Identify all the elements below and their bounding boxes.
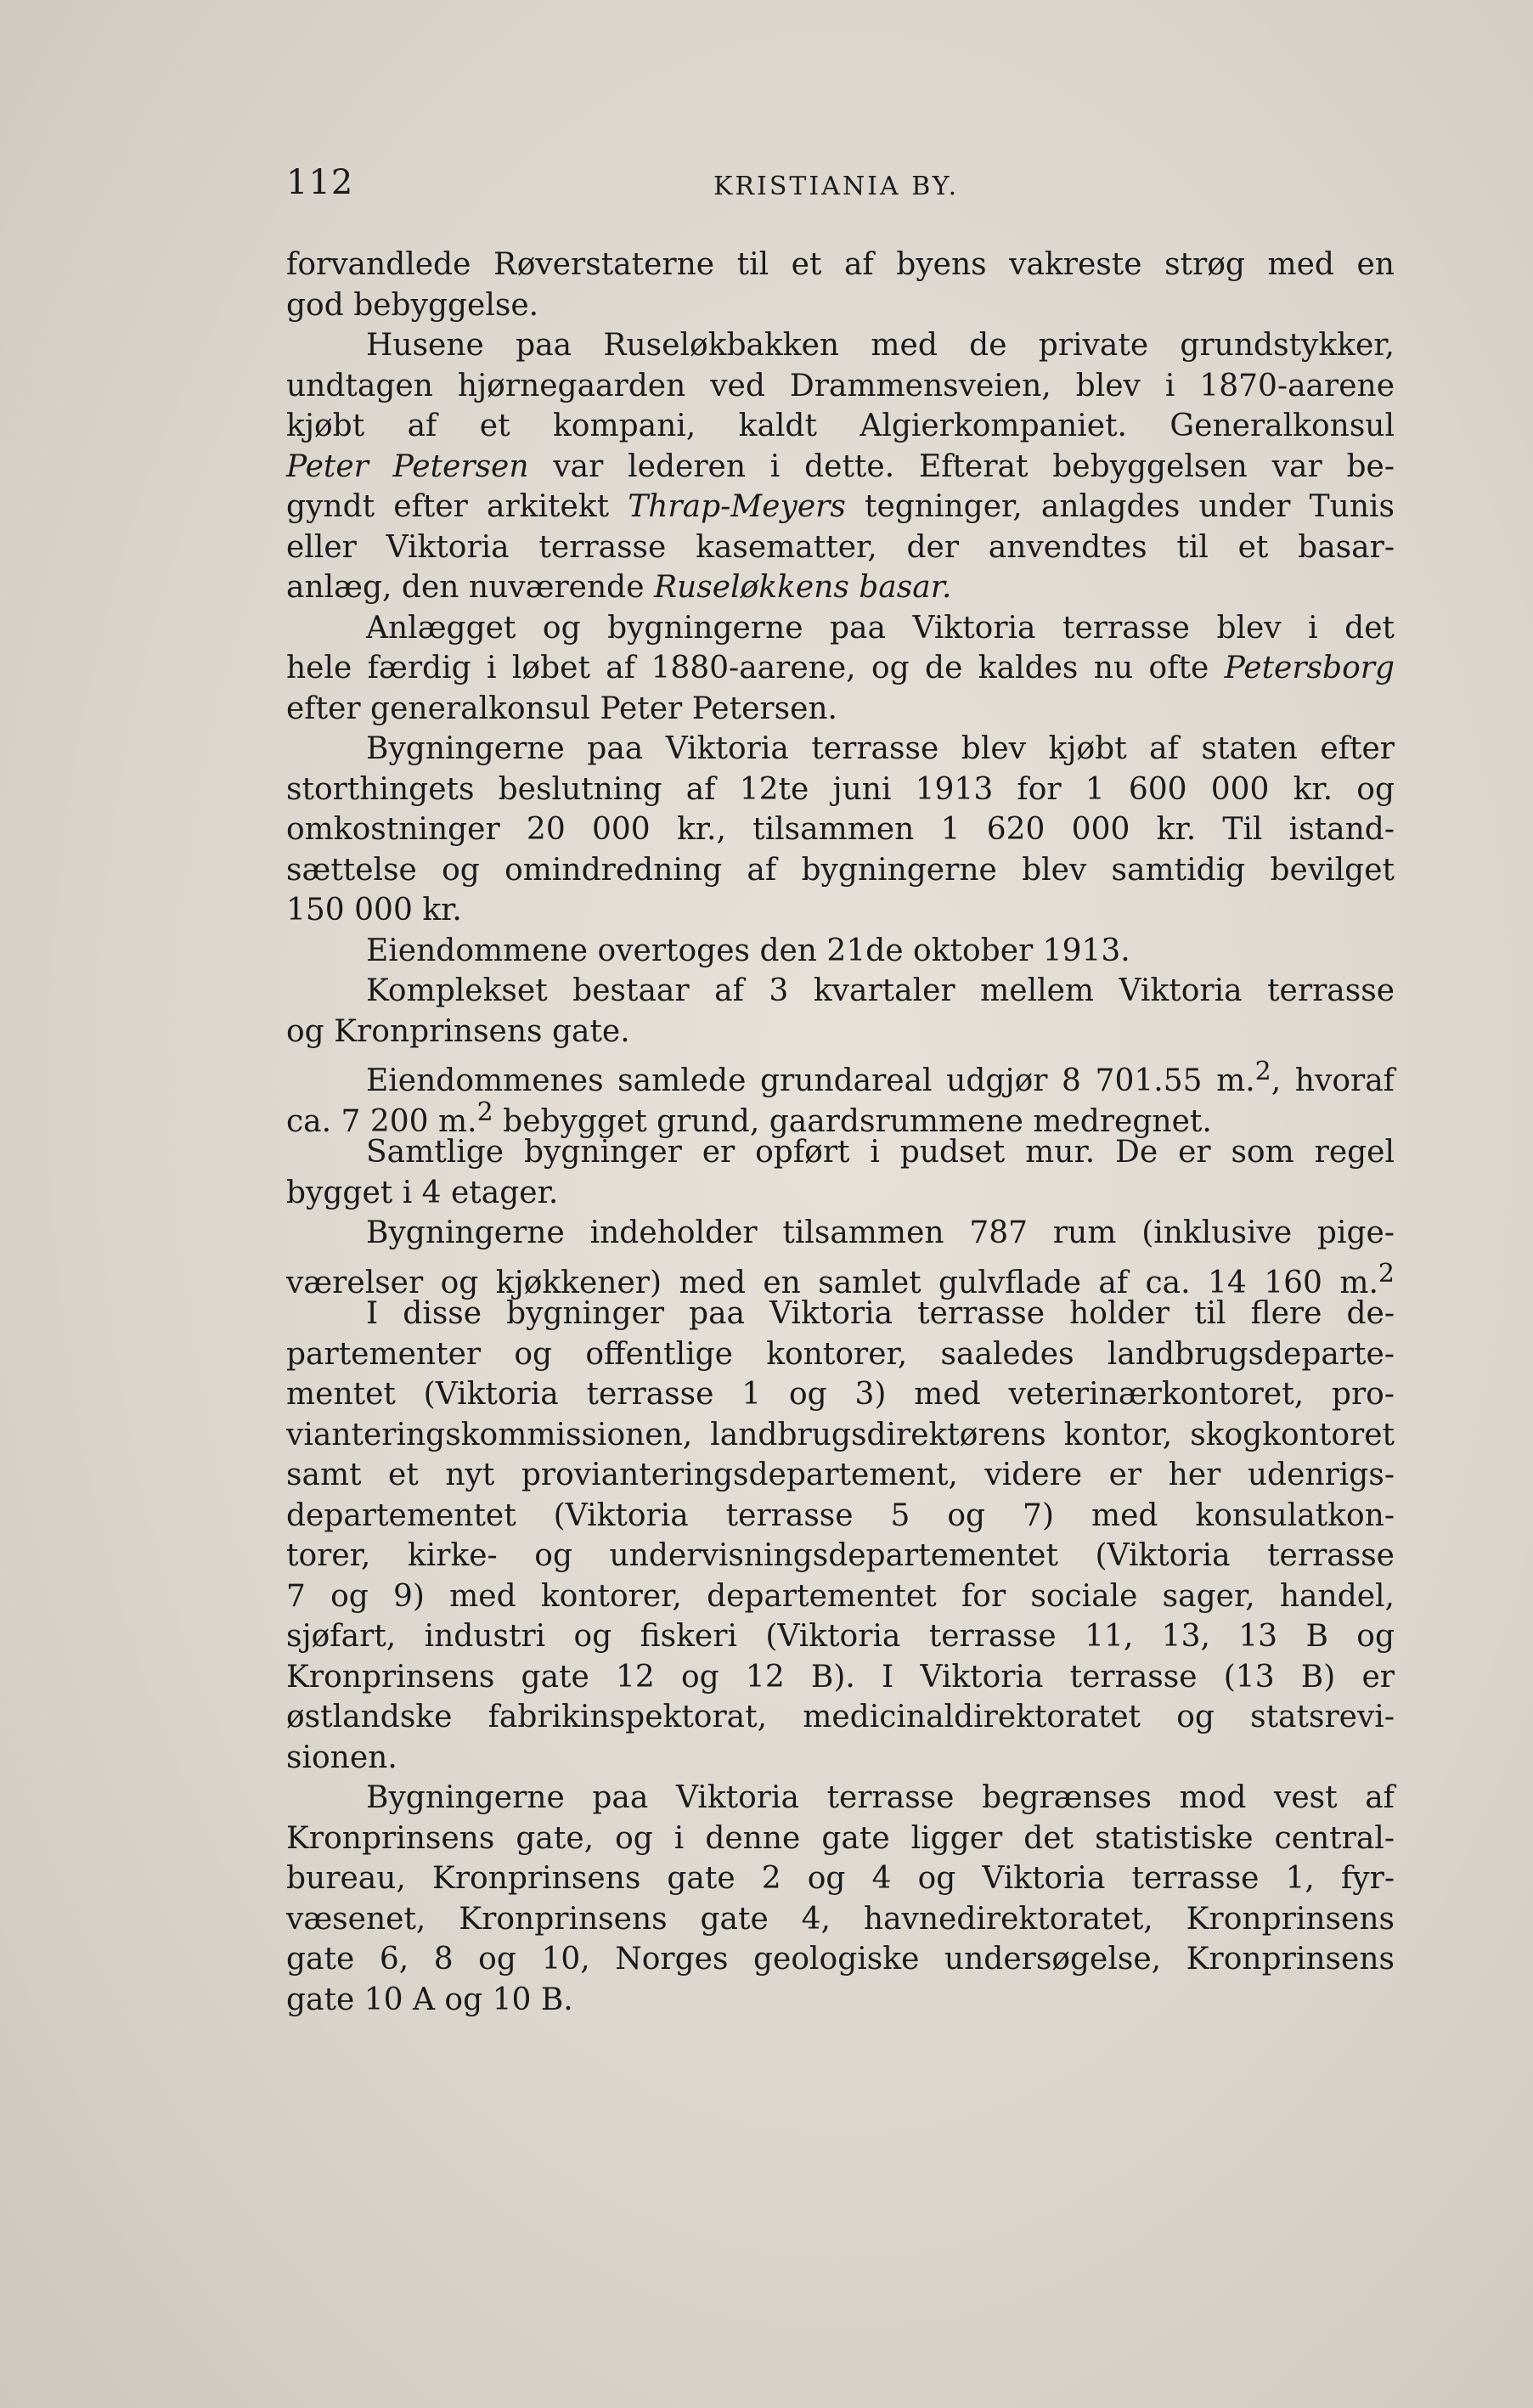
text-line: sættelse og omindredning af bygningerne blev samtidig bevilget (286, 852, 1395, 888)
text-line: bureau, Kronprinsens gate 2 og 4 og Viktoria terrasse 1, fyr- (286, 1861, 1395, 1896)
page-header (286, 163, 1395, 211)
text-line: kjøbt af et kompani, kaldt Algierkompaniet. Generalkonsul (286, 409, 1395, 443)
text-line: ca. 7 200 m.$^2$ bebygget grund, gaardsrummene medregnet. (286, 1097, 1212, 1139)
text-line: Bygningerne indeholder tilsammen 787 rum (inklusive pige- (366, 1215, 1395, 1250)
text-line: Anlægget og bygningerne paa Viktoria terrasse blev i det (366, 610, 1395, 646)
running-head: KRISTIANIA BY. (713, 172, 960, 201)
text-line: sjøfart, industri og fiskeri (Viktoria terrasse 11, 13, 13 B og (286, 1619, 1395, 1654)
page-number: 112 (286, 163, 354, 202)
text-line: bygget i 4 etager. (286, 1175, 559, 1210)
text-line: Kronprinsens gate 12 og 12 B). I Viktoria terrasse (13 B) er (286, 1659, 1395, 1695)
text-line: anlæg, den nuværende Ruseløkkens basar. (286, 570, 952, 605)
text-line: omkostninger 20 000 kr., tilsammen 1 620 000 kr. Til istand- (286, 812, 1395, 847)
text-line: Peter Petersen var lederen i dette. Efterat bebyggelsen var be- (286, 448, 1395, 484)
text-line: Bygningerne paa Viktoria terrasse begrænses mod vest af (366, 1780, 1395, 1815)
text-line: undtagen hjørnegaarden ved Drammensveien, blev i 1870-aarene (286, 368, 1395, 403)
text-line: og Kronprinsens gate. (286, 1013, 630, 1049)
text-line: Husene paa Ruseløkbakken med de private grundstykker, (366, 328, 1395, 363)
text-line: efter generalkonsul Peter Petersen. (286, 691, 838, 726)
text-line: østlandske fabrikinspektorat, medicinaldirektoratet og statsrevi- (286, 1700, 1395, 1734)
text-line: storthingets beslutning af 12te juni 1913 for 1 600 000 kr. og (286, 771, 1395, 807)
text-line: eller Viktoria terrasse kasematter, der anvendtes til et basar- (286, 529, 1395, 565)
text-line: Samtlige bygninger er opført i pudset mur. De er som regel (366, 1135, 1395, 1170)
text-line: Eiendommenes samlede grundareal udgjør 8 701.55 m.$^2$, hvoraf (366, 1057, 1395, 1098)
text-line: hele færdig i løbet af 1880-aarene, og de kaldes nu ofte Petersborg (286, 651, 1395, 685)
text-line: Bygningerne paa Viktoria terrasse blev kjøbt af staten efter (366, 731, 1395, 766)
text-line: I disse bygninger paa Viktoria terrasse holder til flere de- (366, 1296, 1395, 1331)
text-line: væsenet, Kronprinsens gate 4, havnedirektoratet, Kronprinsens (286, 1901, 1395, 1937)
text-line: værelser og kjøkkener) med en samlet gulvflade af ca. 14 160 m.$^2$ (286, 1258, 1395, 1300)
text-line: Komplekset bestaar af 3 kvartaler mellem Viktoria terrasse (366, 973, 1395, 1008)
text-line: departementet (Viktoria terrasse 5 og 7) med konsulatkon- (286, 1497, 1395, 1533)
text-line: torer, kirke- og undervisningsdepartementet (Viktoria terrasse (286, 1538, 1395, 1573)
text-line: Eiendommene overtoges den 21de oktober 1913. (366, 933, 1130, 968)
text-line: sionen. (286, 1740, 397, 1775)
text-line: 150 000 kr. (286, 893, 462, 928)
text-line: forvandlede Røverstaterne til et af byens vakreste strøg med en (286, 247, 1395, 282)
text-line: gyndt efter arkitekt Thrap-Meyers tegninger, anlagdes under Tunis (286, 489, 1395, 524)
text-line: gate 10 A og 10 B. (286, 1982, 573, 2017)
text-line: partementer og offentlige kontorer, saaledes landbrugsdeparte- (286, 1336, 1395, 1372)
body-text (286, 245, 1395, 2020)
text-line: mentet (Viktoria terrasse 1 og 3) med veterinærkontoret, pro- (286, 1377, 1395, 1412)
text-line: gate 6, 8 og 10, Norges geologiske undersøgelse, Kronprinsens (286, 1942, 1395, 1977)
text-line: god bebyggelse. (286, 287, 539, 323)
text-line: vianteringskommissionen, landbrugsdirektørens kontor, skogkontoret (286, 1417, 1395, 1452)
text-line: samt et nyt provianteringsdepartement, videre er her udenrigs- (286, 1458, 1395, 1492)
text-line: Kronprinsens gate, og i denne gate ligger det statistiske central- (286, 1820, 1395, 1856)
text-line: 7 og 9) med kontorer, departementet for sociale sager, handel, (286, 1578, 1395, 1614)
